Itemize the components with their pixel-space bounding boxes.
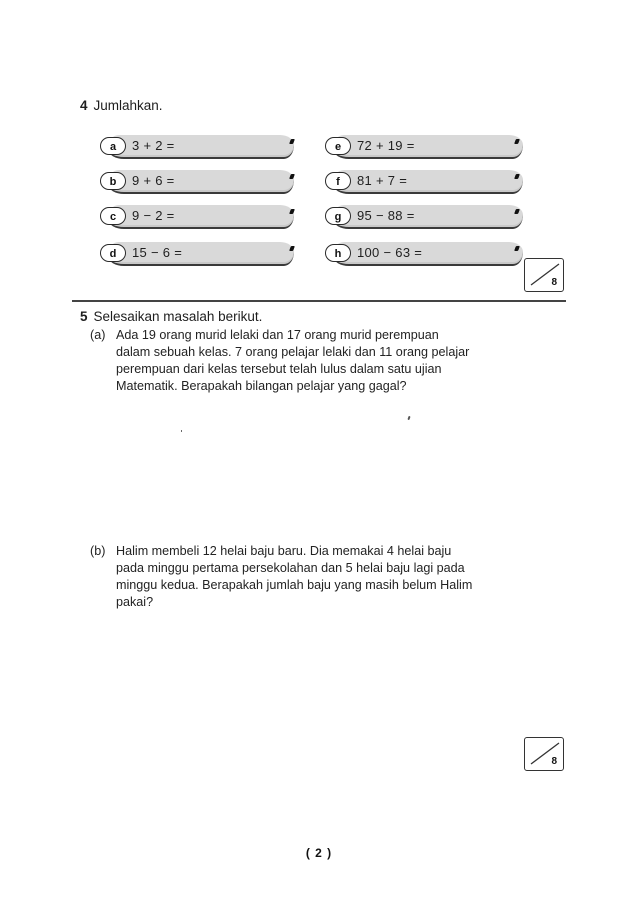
stray-mark bbox=[181, 430, 182, 432]
item-f bbox=[325, 170, 525, 192]
item-letter-badge: f bbox=[325, 172, 351, 190]
item-letter-badge: a bbox=[100, 137, 126, 155]
part-text bbox=[116, 543, 556, 611]
score-box-question-4 bbox=[524, 258, 564, 292]
score-diagonal-icon bbox=[525, 738, 565, 772]
text-line: Halim membeli 12 helai baju baru. Dia memakai 4 helai baju bbox=[116, 544, 452, 558]
page-number: ( 2 ) bbox=[305, 846, 333, 860]
item-expression: 15 − 6 = bbox=[132, 245, 183, 260]
item-expression: 3 + 2 = bbox=[132, 138, 175, 153]
section-divider bbox=[72, 300, 566, 302]
item-letter-badge: e bbox=[325, 137, 351, 155]
question-4-number: 4 bbox=[80, 98, 88, 113]
item-g bbox=[325, 205, 525, 227]
item-h bbox=[325, 242, 525, 264]
part-label: (a) bbox=[90, 328, 106, 342]
question-4-title: Jumlahkan. bbox=[93, 98, 163, 113]
item-letter-badge: h bbox=[325, 244, 351, 262]
item-letter-badge: d bbox=[100, 244, 126, 262]
text-line: perempuan dari kelas tersebut telah lulus dalam satu ujian bbox=[116, 362, 442, 376]
text-line: dalam sebuah kelas. 7 orang pelajar lelaki dan 11 orang pelajar bbox=[116, 345, 470, 359]
question-5-number: 5 bbox=[80, 309, 88, 324]
question-5-heading bbox=[80, 309, 262, 324]
item-letter-badge: g bbox=[325, 207, 351, 225]
tick-mark bbox=[289, 246, 295, 251]
question-5a bbox=[90, 327, 560, 399]
text-line: Ada 19 orang murid lelaki dan 17 orang murid perempuan bbox=[116, 328, 439, 342]
text-line: pada minggu pertama persekolahan dan 5 helai baju lagi pada bbox=[116, 561, 465, 575]
item-expression: 9 + 6 = bbox=[132, 173, 175, 188]
item-expression: 72 + 19 = bbox=[357, 138, 415, 153]
text-line: pakai? bbox=[116, 595, 154, 609]
score-diagonal-icon bbox=[525, 259, 565, 293]
tick-mark bbox=[289, 209, 295, 214]
item-letter-badge: c bbox=[100, 207, 126, 225]
text-line: minggu kedua. Berapakah jumlah baju yang masih belum Halim bbox=[116, 578, 473, 592]
question-5b bbox=[90, 543, 560, 615]
item-b bbox=[100, 170, 300, 192]
item-a bbox=[100, 135, 300, 157]
part-text bbox=[116, 327, 556, 395]
item-e bbox=[325, 135, 525, 157]
score-total: 8 bbox=[551, 277, 557, 288]
item-expression: 81 + 7 = bbox=[357, 173, 408, 188]
question-4-heading bbox=[80, 98, 163, 113]
item-c bbox=[100, 205, 300, 227]
tick-mark bbox=[289, 174, 295, 179]
item-d bbox=[100, 242, 300, 264]
stray-mark bbox=[407, 416, 410, 420]
item-letter-badge: b bbox=[100, 172, 126, 190]
tick-mark bbox=[289, 139, 295, 144]
part-label: (b) bbox=[90, 544, 106, 558]
item-expression: 100 − 63 = bbox=[357, 245, 423, 260]
score-total: 8 bbox=[551, 756, 557, 767]
text-line: Matematik. Berapakah bilangan pelajar yang gagal? bbox=[116, 379, 407, 393]
item-expression: 9 − 2 = bbox=[132, 208, 175, 223]
score-box-question-5 bbox=[524, 737, 564, 771]
item-expression: 95 − 88 = bbox=[357, 208, 415, 223]
question-5-title: Selesaikan masalah berikut. bbox=[93, 309, 263, 324]
